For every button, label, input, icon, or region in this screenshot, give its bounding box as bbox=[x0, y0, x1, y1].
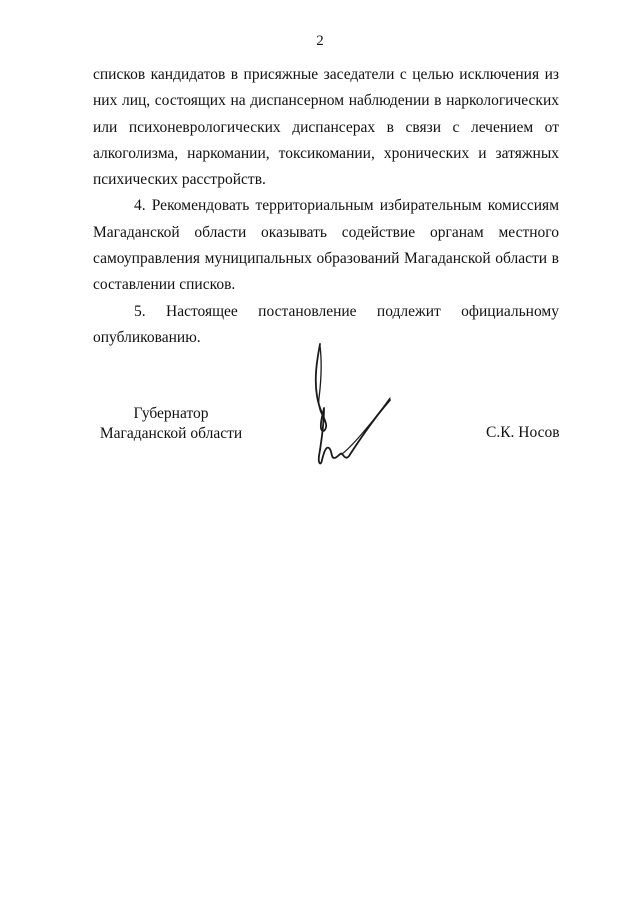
handwritten-signature bbox=[300, 338, 410, 473]
paragraph-item-5: 5. Настоящее постановление подлежит официальному опубликованию. bbox=[93, 302, 559, 346]
paragraph-item-4: 4. Рекомендовать территориальным избирательным комиссиям Магаданской области оказывать содействие органам местного самоуправления муниципальных образований Магаданской области в составлении списков. bbox=[93, 197, 559, 294]
page-number: 2 bbox=[316, 33, 324, 49]
document-body bbox=[93, 62, 559, 351]
signatory-title bbox=[96, 404, 246, 444]
signatory-title-line-1: Губернатор bbox=[133, 405, 209, 422]
signatory-name: С.К. Носов bbox=[486, 424, 560, 441]
signatory-title-line-2: Магаданской области bbox=[99, 425, 243, 442]
paragraph-continuation: списков кандидатов в присяжные заседатели с целью исключения из них лиц, состоящих на диспансерном наблюдении в наркологических или психоневрологических диспансерах в связи с лечением от алкоголизма, наркомании, токсикомании, хронических и затяжных психических расстройств. bbox=[93, 66, 559, 189]
